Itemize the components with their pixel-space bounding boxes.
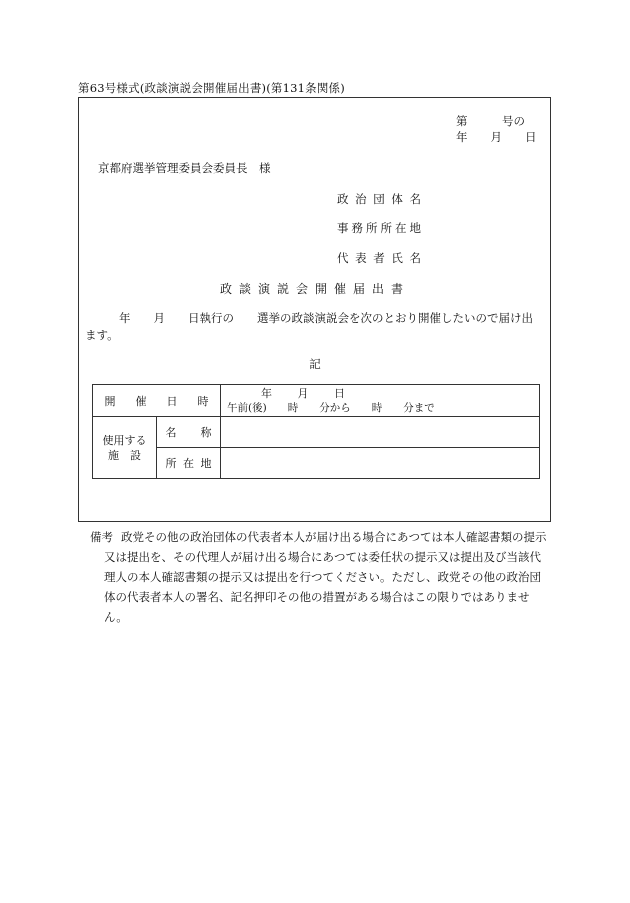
addressee: 京都府選挙管理委員会委員長 様 (98, 161, 271, 175)
name-label: 名称 (165, 426, 212, 439)
date-row1: 年 月 日 (261, 386, 345, 400)
remarks-head: 備考 (90, 530, 113, 544)
name-value-cell[interactable] (221, 417, 540, 448)
rep-label: 代表者氏名 (337, 251, 421, 265)
date-label: 開催日時 (104, 394, 209, 408)
date-label-cell (93, 385, 221, 417)
location-label: 所在地 (165, 457, 212, 470)
office-label: 事務所所在地 (337, 221, 421, 235)
location-label-cell (157, 448, 221, 479)
body-line-1: 年 月 日執行の 選挙の政談演説会を次のとおり開催したいので届け出 (119, 311, 533, 325)
body-line-2: ます。 (85, 328, 119, 342)
date-value-cell[interactable] (221, 385, 540, 417)
date-line: 年 月 日 (456, 130, 537, 144)
facility-label-cell (93, 417, 157, 479)
remarks (90, 527, 550, 627)
location-value-cell[interactable] (221, 448, 540, 479)
ki-mark: 記 (309, 357, 321, 371)
number-line: 第 号の (456, 114, 525, 128)
date-row2: 午前(後) 時 分から 時 分まで (227, 401, 435, 414)
facility-label-2: 施 設 (108, 448, 141, 462)
document-title: 政談演説会開催届出書 (219, 282, 410, 296)
name-label-cell (157, 417, 221, 448)
form-title: 第63号様式(政談演説会開催届出書)(第131条関係) (78, 81, 345, 95)
facility-label-1: 使用する (102, 433, 147, 447)
remarks-text: 政党その他の政治団体の代表者本人が届け出る場合にあつては本人確認書類の提示又は提出を、その代理人が届け出る場合にあつては委任状の提示又は提出及び当該代理人の本人確認書類の提示又は提出を行つてください。ただし、政党その他の政治団体の代表者本人の署名、記名押印その他の措置がある場合はこの限りではありません。 (104, 530, 547, 624)
body-text (85, 310, 547, 344)
org-name-label: 政治団体名 (337, 192, 421, 206)
details-table (92, 384, 540, 479)
